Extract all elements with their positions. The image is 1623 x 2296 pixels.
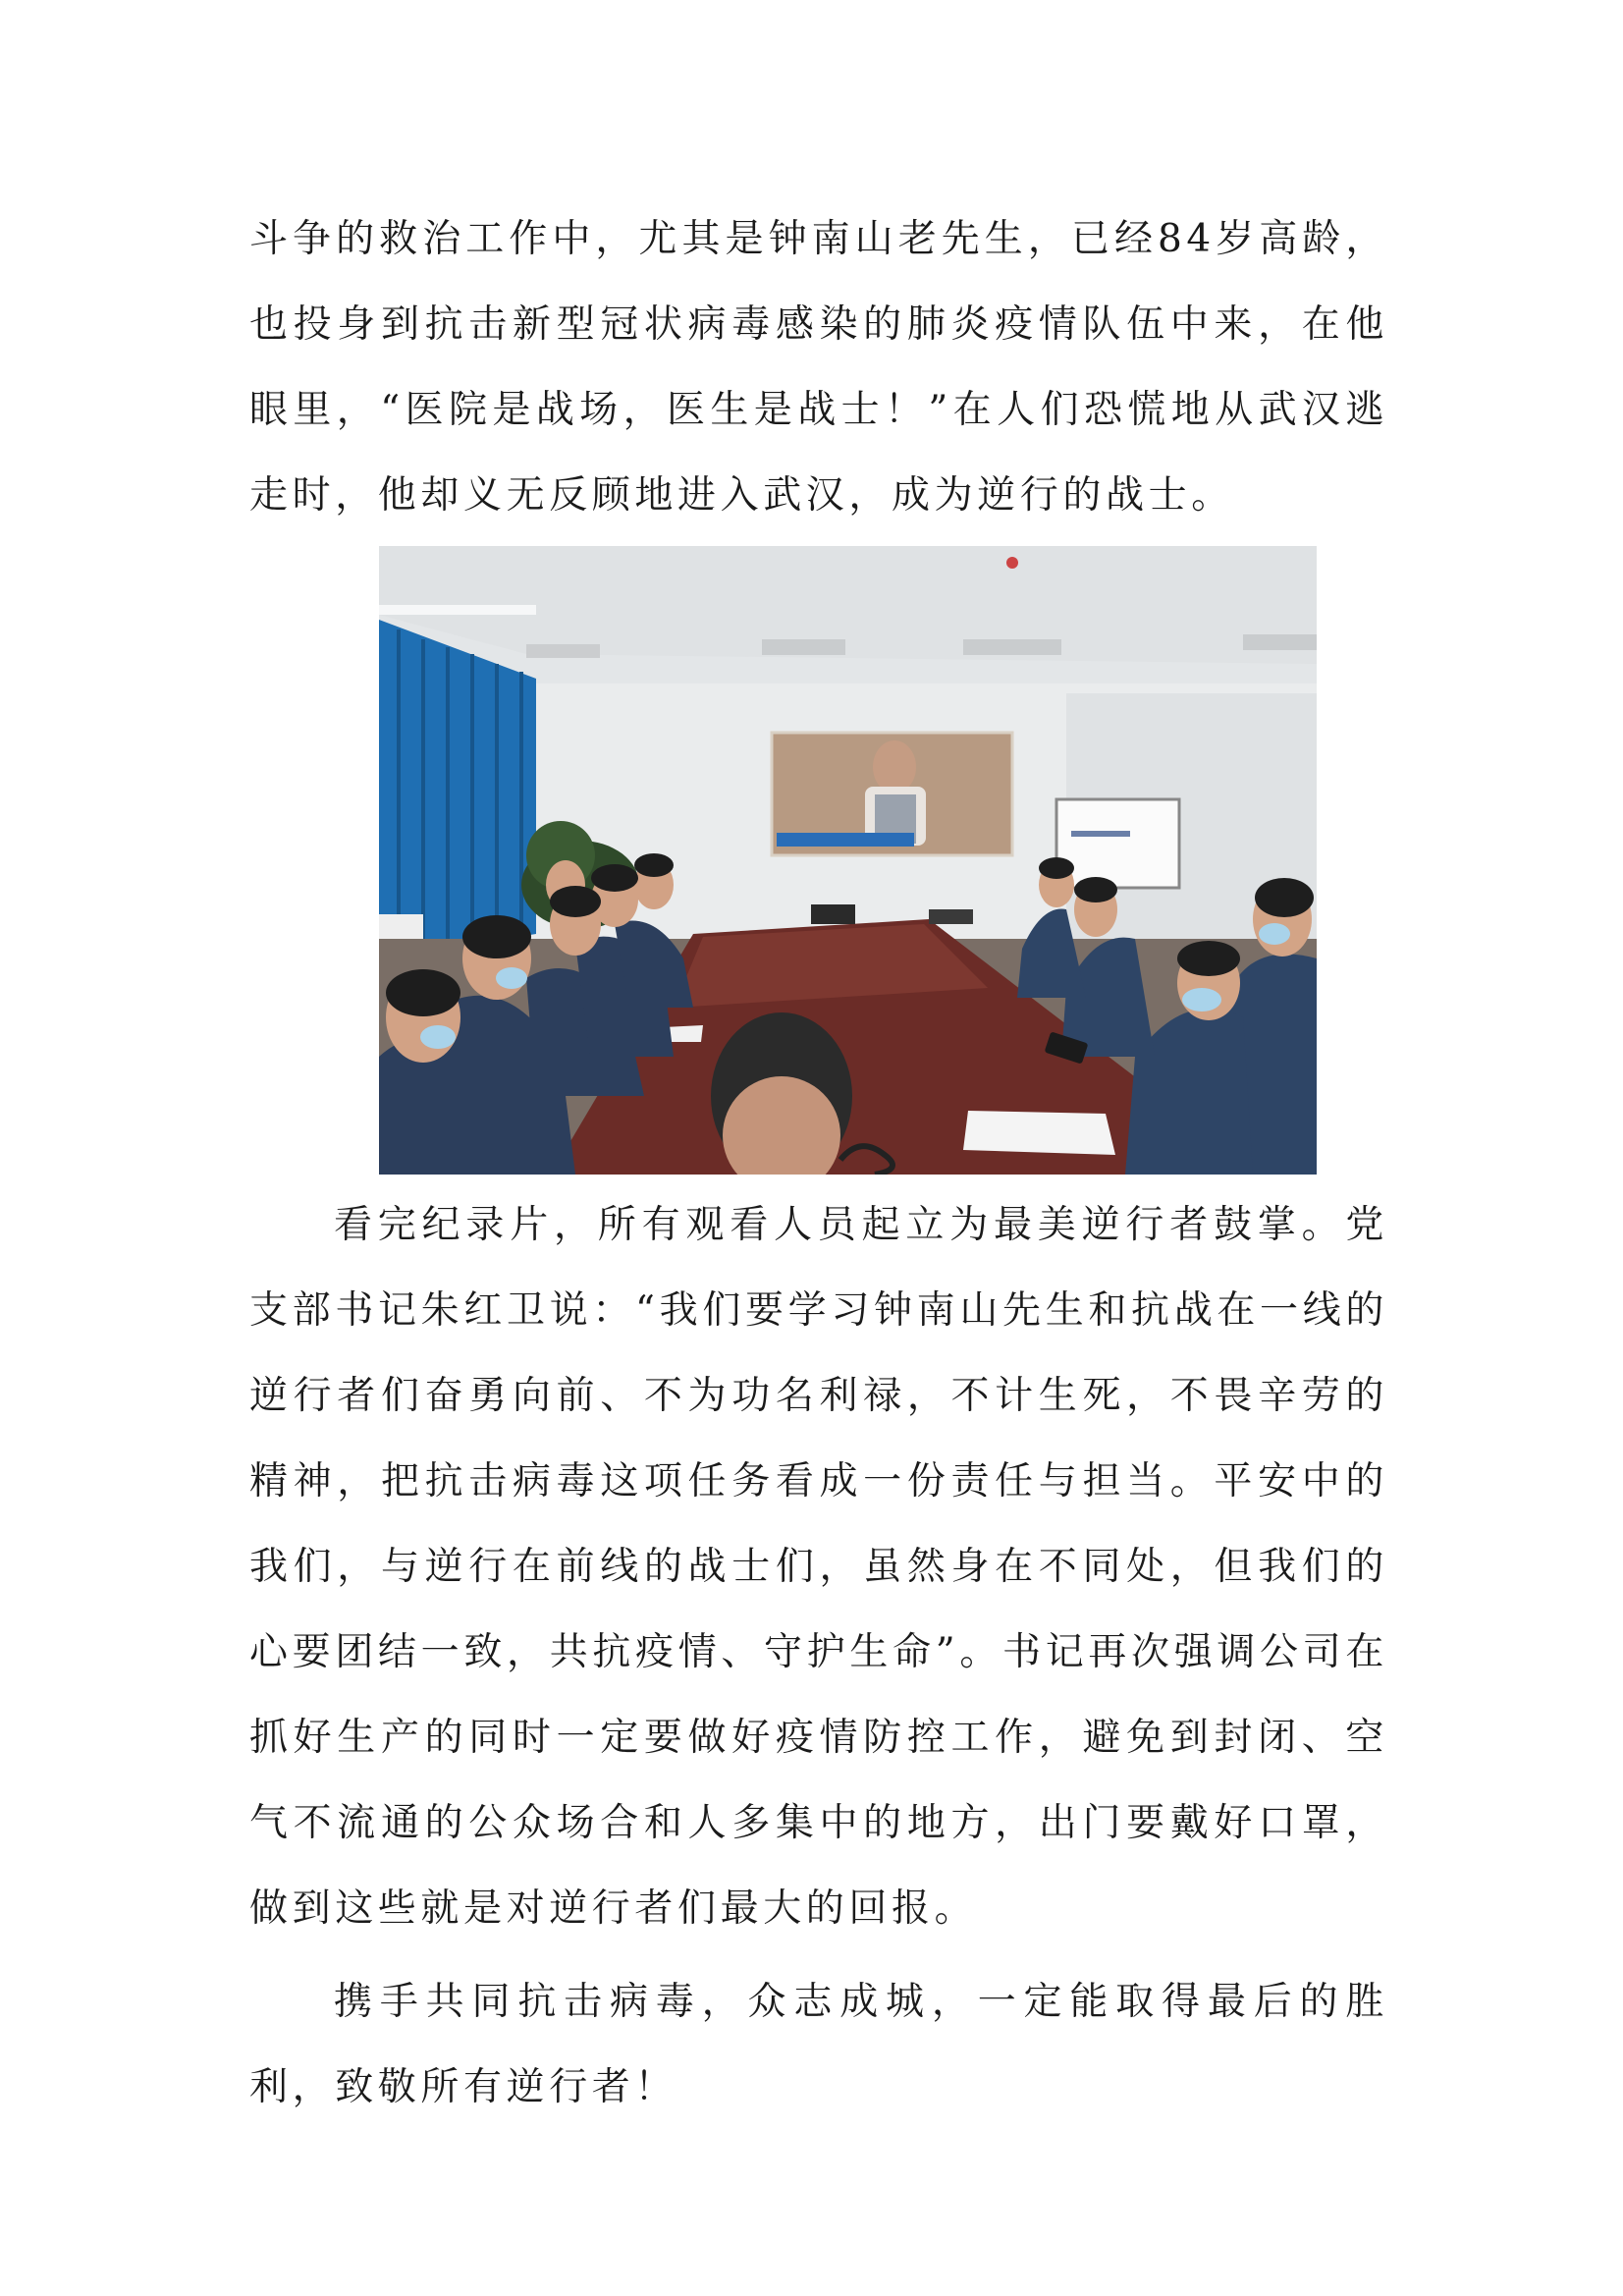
- paragraph-1: 斗争的救治工作中，尤其是钟南山老先生，已经84岁高龄，也投身到抗击新型冠状病毒感染的肺炎疫情队伍中来，在他眼里，“医院是战场，医生是战士！”在人们恐慌地从武汉逃走时，他却义无反顾地进入武汉，成为逆行的战士。: [249, 217, 1388, 518]
- paragraph-2: 看完纪录片，所有观看人员起立为最美逆行者鼓掌。党支部书记朱红卫说：“我们要学习钟南山先生和抗战在一线的逆行者们奋勇向前、不为功名利禄，不计生死，不畏辛劳的精神，把抗击病毒这项任务看成一份责任与担当。平安中的我们，与逆行在前线的战士们，虽然身在不同处，但我们的心要团结一致，共抗疫情、守护生命”。书记再次强调公司在抓好生产的同时一定要做好疫情防控工作，避免到封闭、空气不流通的公众场合和人多集中的地方，出门要戴好口罩，做到这些就是对逆行者们最大的回报。: [249, 1203, 1388, 1931]
- paragraph-3: 携手共同抗击病毒，众志成城，一定能取得最后的胜利，致敬所有逆行者！: [249, 1980, 1388, 2109]
- meeting-photo: [379, 546, 1317, 1175]
